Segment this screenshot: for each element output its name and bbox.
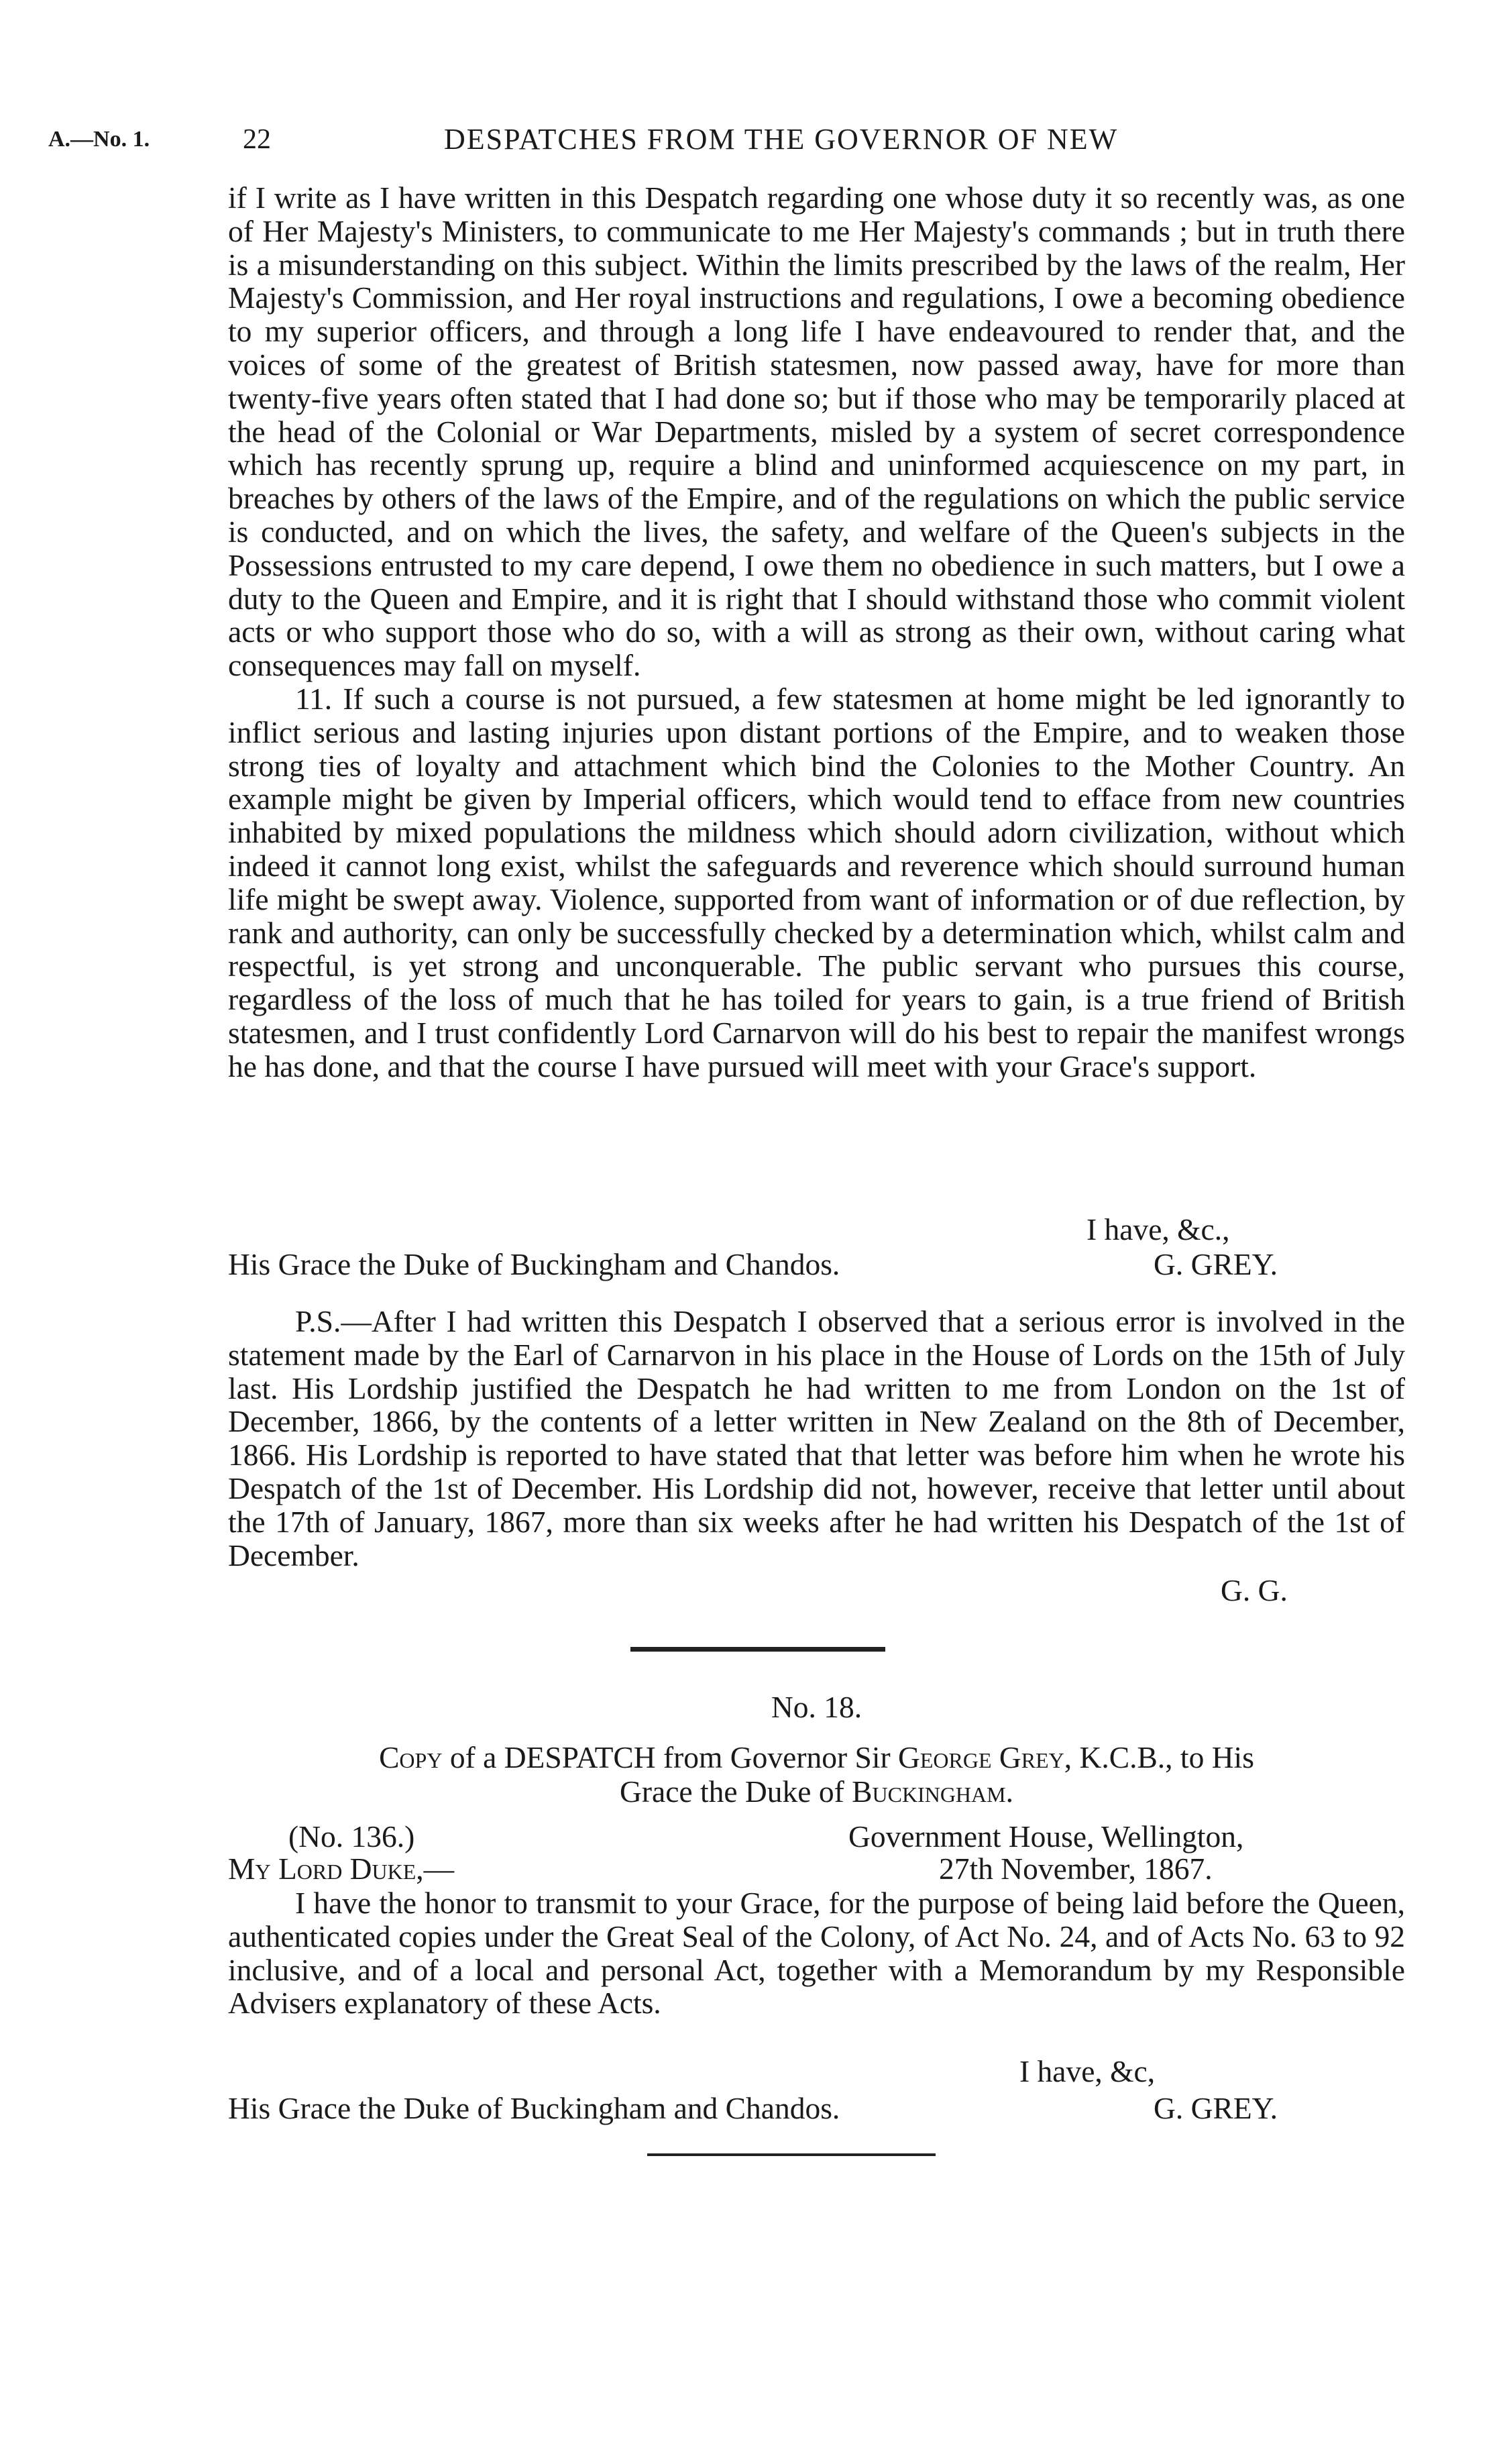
- end-divider: [647, 2153, 936, 2156]
- signature: G. GREY.: [1154, 1247, 1278, 1281]
- salutation: My Lord Duke,—: [228, 1852, 455, 1886]
- postscript-sign-row: [228, 1572, 1328, 1609]
- despatch-continuation: [228, 181, 1405, 1083]
- closing-salutation: I have, &c.,: [1086, 1212, 1230, 1246]
- postscript: [228, 1305, 1405, 1572]
- addressee-2: His Grace the Duke of Buckingham and Chandos.: [228, 2091, 840, 2125]
- addressee: His Grace the Duke of Buckingham and Chandos.: [228, 1247, 840, 1281]
- despatch-title-line-1: Copy of a DESPATCH from Governor Sir George Grey, K.C.B., to His: [379, 1740, 1254, 1774]
- despatch-number: No. 18.: [771, 1690, 862, 1724]
- signature-row-2: [228, 2090, 1328, 2127]
- signature-row-1: [228, 1246, 1328, 1283]
- despatch-location: Government House, Wellington,: [848, 1819, 1244, 1854]
- document-reference: A.—No. 1.: [48, 127, 150, 152]
- section-divider: [630, 1647, 885, 1652]
- closing-salutation-2: I have, &c,: [1019, 2054, 1156, 2088]
- despatch-18-body: [228, 1886, 1405, 2020]
- closing-row-2: [228, 2053, 1328, 2090]
- salutation-row: [228, 1850, 1328, 1888]
- despatch-date: 27th November, 1867.: [939, 1852, 1213, 1886]
- page-header: [48, 119, 1457, 160]
- postscript-text: P.S.—After I had written this Despatch I observed that a serious error is involved in the statement made by the Earl of Carnarvon in his place in the House of Lords on the 15th of July last. His Lordship justified the Despatch he had written to me from London on the 1st of December, 1866, by the contents of a letter written in New Zealand on the 8th of December, 1866. His Lordship is reported to have stated that that letter was before him when he wrote his Despatch of the 1st of December. His Lordship did not, however, receive that letter until about the 17th of January, 1867, more than six weeks after he had written his Despatch of the 1st of December.: [228, 1304, 1405, 1572]
- signature-2: G. GREY.: [1154, 2091, 1278, 2125]
- running-title: DESPATCHES FROM THE GOVERNOR OF NEW: [444, 123, 1119, 156]
- postscript-signature: G. G.: [1221, 1573, 1288, 1607]
- closing-row-1: [228, 1211, 1328, 1248]
- page-number: 22: [243, 124, 271, 155]
- paragraph-11: 11. If such a course is not pursued, a few statesmen at home might be led ignorantly to inflict serious and lasting injuries upon distant portions of the Empire, and to weaken those strong ties of loyalty and attachment which bind the Colonies to the Mother Country. An example might be given by Imperial officers, which would tend to efface from new countries inhabited by mixed populations the mildness which should adorn civilization, without which indeed it cannot long exist, whilst the safeguards and reverence which should surround human life might be swept away. Violence, supported from want of information or of due reflection, by rank and authority, can only be successfully checked by a determination which, whilst calm and respectful, is yet strong and unconquerable. The public servant who pursues this course, regardless of the loss of much that he has toiled for years to gain, is a true friend of British statesmen, and I trust confidently Lord Carnarvon will do his best to repair the manifest wrongs he has done, and that the course I have pursued will meet with your Grace's support.: [228, 681, 1405, 1083]
- despatch-title-line-2: Grace the Duke of Buckingham.: [620, 1774, 1013, 1809]
- despatch-reference-number: (No. 136.): [288, 1819, 415, 1854]
- despatch-18-paragraph: I have the honor to transmit to your Grace, for the purpose of being laid before the Queen, authenticated copies under the Great Seal of the Colony, of Act No. 24, and of Acts No. 63 to 92 inclusive, and of a local and personal Act, together with a Memorandum by my Responsible Advisers explanatory of these Acts.: [228, 1886, 1405, 2021]
- paragraph-10-continued: if I write as I have written in this Despatch regarding one whose duty it so recently was, as one of Her Majesty's Ministers, to communicate to me Her Majesty's commands ; but in truth there is a misunderstanding on this subject. Within the limits prescribed by the laws of the realm, Her Majesty's Commission, and Her royal instructions and regulations, I owe a becoming obedience to my superior officers, and through a long life I have endeavoured to render that, and the voices of some of the greatest of British statesmen, now passed away, have for more than twenty-five years often stated that I had done so; but if those who may be temporarily placed at the head of the Colonial or War Departments, misled by a system of secret correspondence which has recently sprung up, require a blind and uninformed acquiescence on my part, in breaches by others of the laws of the Empire, and of the regulations on which the public service is conducted, and on which the lives, the safety, and welfare of the Queen's subjects in the Possessions entrusted to my care depend, I owe them no obedience in such matters, but I owe a duty to the Queen and Empire, and it is right that I should withstand those who commit violent acts or who support those who do so, with a will as strong as their own, without caring what consequences may fall on myself.: [228, 180, 1405, 683]
